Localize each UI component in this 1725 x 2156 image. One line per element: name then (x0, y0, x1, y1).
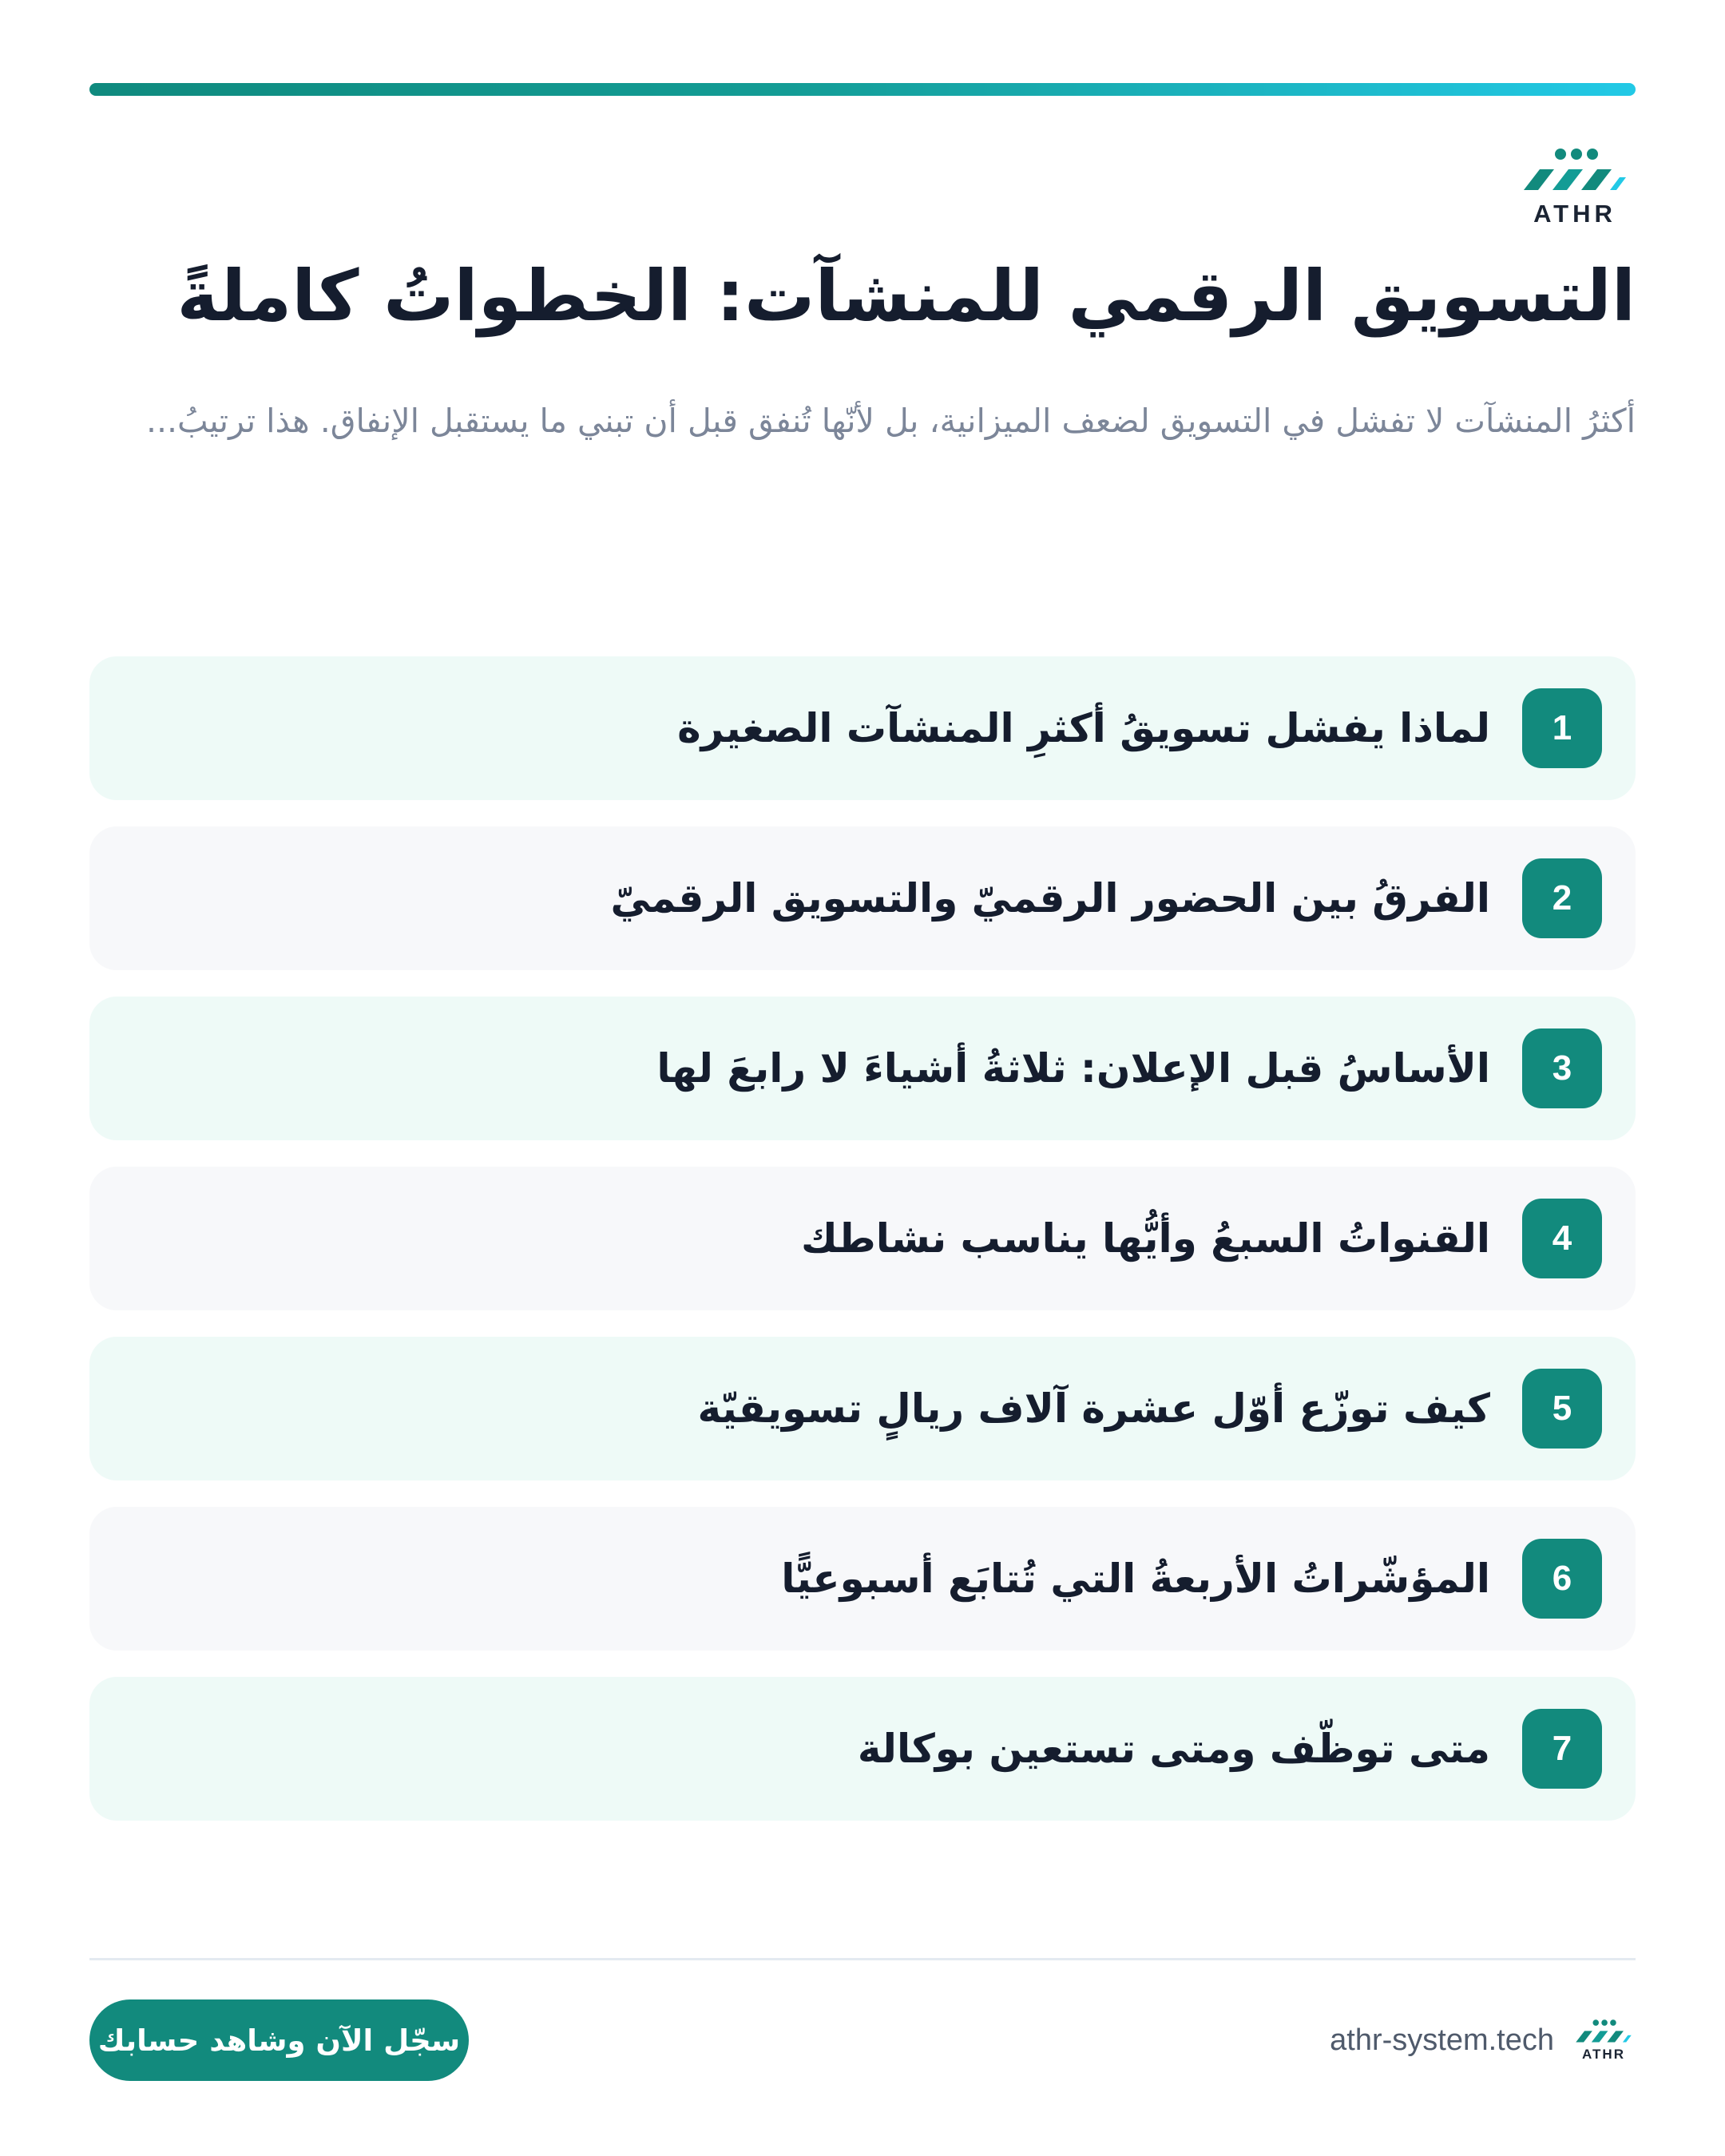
list-item-5[interactable] (89, 1337, 1636, 1480)
footer-logo-mark-icon (1573, 2018, 1634, 2047)
list-item-3[interactable] (89, 997, 1636, 1140)
step-number-badge: 2 (1522, 858, 1602, 938)
athr-logo (1514, 145, 1636, 228)
step-number-badge: 3 (1522, 1028, 1602, 1108)
step-label: المؤشّراتُ الأربعةُ التي تُتابَع أسبوعيًّا (781, 1556, 1490, 1602)
page-subtitle: أكثرُ المنشآت لا تفشل في التسويق لضعف الميزانية، بل لأنّها تُنفق قبل أن تبني ما يستقبل الإنفاق. هذا ترتيبُ... (145, 402, 1636, 440)
step-label: الأساسُ قبل الإعلان: ثلاثةُ أشياءَ لا رابعَ لها (656, 1045, 1490, 1092)
list-item-6[interactable] (89, 1507, 1636, 1651)
steps-list (89, 656, 1636, 1847)
step-label: كيف توزّع أوّل عشرة آلاف ريالٍ تسويقيّة (697, 1385, 1490, 1432)
step-label: متى توظّف ومتى تستعين بوكالة (857, 1726, 1490, 1772)
list-item-1[interactable] (89, 656, 1636, 800)
footer-divider (89, 1958, 1636, 1960)
step-label: الفرقُ بين الحضور الرقميّ والتسويق الرقميّ (610, 875, 1490, 921)
footer-brand (1330, 2012, 1636, 2068)
step-number-badge: 5 (1522, 1369, 1602, 1449)
logo-text: ATHR (1533, 200, 1616, 228)
step-label: القنواتُ السبعُ وأيُّها يناسب نشاطك (801, 1215, 1490, 1262)
footer-url-link[interactable]: athr-system.tech (1330, 2023, 1554, 2057)
step-number-badge: 1 (1522, 688, 1602, 768)
page-title: التسويق الرقمي للمنشآت: الخطواتُ كاملةً (176, 255, 1636, 337)
list-item-2[interactable] (89, 826, 1636, 970)
step-label: لماذا يفشل تسويقُ أكثرِ المنشآت الصغيرة (677, 705, 1490, 751)
step-number-badge: 4 (1522, 1199, 1602, 1278)
accent-gradient-bar (89, 83, 1636, 96)
list-item-4[interactable] (89, 1167, 1636, 1310)
list-item-7[interactable] (89, 1677, 1636, 1821)
step-number-badge: 6 (1522, 1539, 1602, 1619)
step-number-badge: 7 (1522, 1709, 1602, 1789)
footer-logo-text: ATHR (1582, 2047, 1625, 2062)
logo-mark-icon (1519, 145, 1631, 198)
signup-cta-button[interactable]: سجّل الآن وشاهد حسابك (89, 1999, 469, 2081)
footer-logo (1572, 2018, 1636, 2063)
